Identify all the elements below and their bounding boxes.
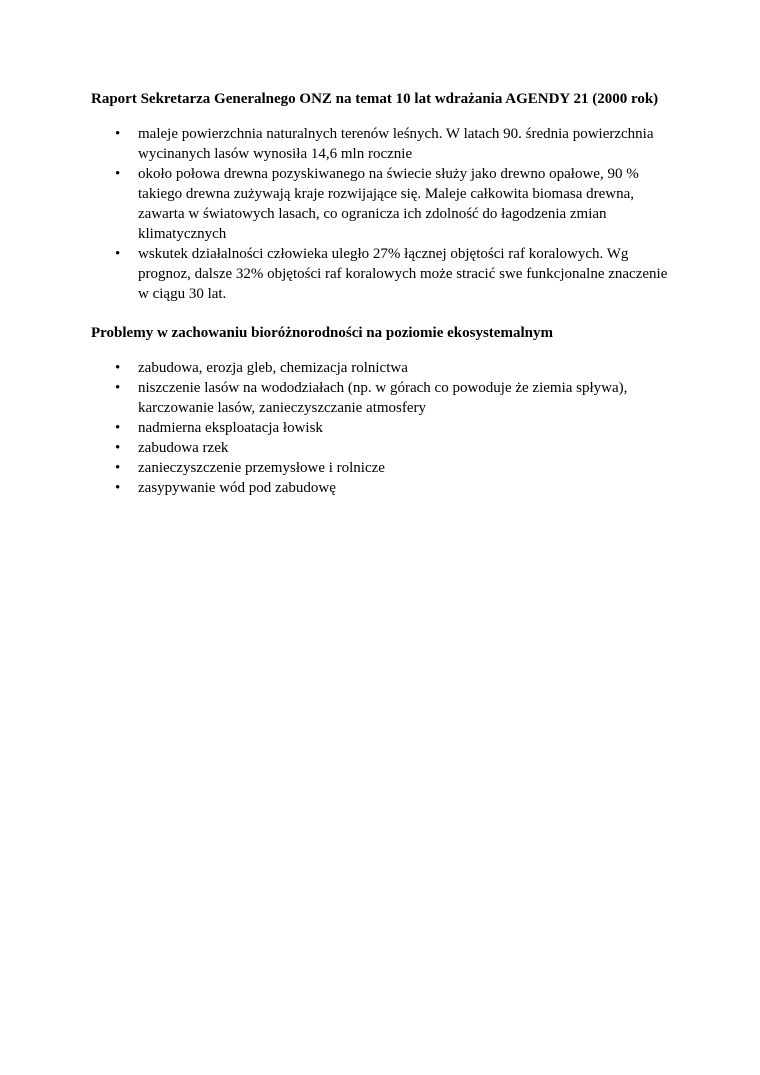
list-item-text: zasypywanie wód pod zabudowę [138, 480, 336, 496]
list-item [91, 124, 681, 164]
list-item [91, 244, 681, 304]
list-item-text: zabudowa rzek [138, 440, 229, 456]
section2-heading: Problemy w zachowaniu bioróżnorodności na poziomie ekosystemalnym [91, 325, 553, 341]
bullet-icon: • [115, 440, 121, 456]
list-item-text: około połowa drewna pozyskiwanego na świecie służy jako drewno opałowe, 90 % takiego drewna zużywają kraje rozwijające się. Maleje całkowita biomasa drewna, zawarta w światowych lasach, co ogranicza ich zdolność do łagodzenia zmian klimatycznych [138, 166, 639, 242]
list-item-text: zabudowa, erozja gleb, chemizacja rolnictwa [138, 360, 408, 376]
section1-list [91, 124, 681, 304]
document-page [91, 88, 681, 498]
list-item-text: zanieczyszczenie przemysłowe i rolnicze [138, 460, 385, 476]
list-item [91, 378, 681, 418]
list-item-text: nadmierna eksploatacja łowisk [138, 420, 323, 436]
bullet-icon: • [115, 360, 121, 376]
bullet-icon: • [115, 480, 121, 496]
list-item [91, 358, 681, 378]
list-item-text: wskutek działalności człowieka uległo 27% łącznej objętości raf koralowych. Wg prognoz, dalsze 32% objętości raf koralowych może stracić swe funkcjonalne znaczenie w ciągu 30 lat. [138, 246, 668, 302]
list-item-text: niszczenie lasów na wododziałach (np. w górach co powoduje że ziemia spływa), karczowanie lasów, zanieczyszczanie atmosfery [138, 380, 628, 416]
list-item [91, 164, 681, 244]
bullet-icon: • [115, 420, 121, 436]
section2-list [91, 358, 681, 498]
bullet-icon: • [115, 380, 121, 396]
section1-heading: Raport Sekretarza Generalnego ONZ na temat 10 lat wdrażania AGENDY 21 (2000 rok) [91, 91, 659, 107]
bullet-icon: • [115, 246, 121, 262]
bullet-icon: • [115, 126, 121, 142]
list-item [91, 478, 681, 498]
bullet-icon: • [115, 166, 121, 182]
bullet-icon: • [115, 460, 121, 476]
list-item [91, 418, 681, 438]
list-item [91, 458, 681, 478]
list-item-text: maleje powierzchnia naturalnych terenów leśnych. W latach 90. średnia powierzchnia wycinanych lasów wynosiła 14,6 mln rocznie [138, 126, 654, 162]
list-item [91, 438, 681, 458]
